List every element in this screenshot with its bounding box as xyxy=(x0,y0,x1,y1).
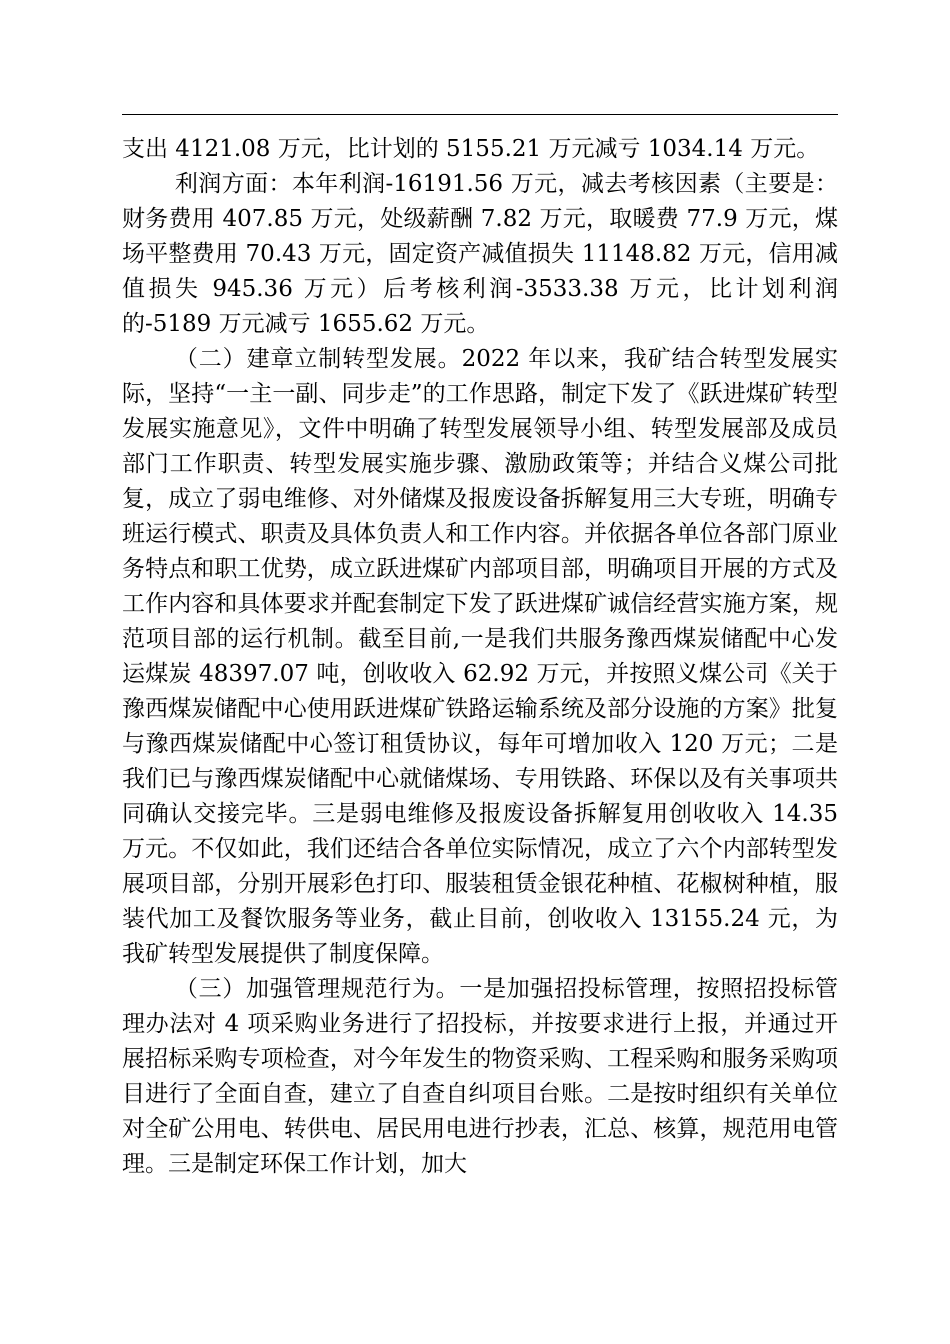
document-body xyxy=(122,132,838,1182)
paragraph-expense-continuation: 支出 4121.08 万元，比计划的 5155.21 万元减亏 1034.14 万元。 xyxy=(122,136,820,162)
header-rule xyxy=(122,114,838,115)
paragraph-profit: 利润方面：本年利润-16191.56 万元，减去考核因素（主要是：财务费用 407.85 万元，处级薪酬 7.82 万元，取暖费 77.9 万元，煤场平整费用 70.43 万元，固定资产减值损失 11148.82 万元，信用减值损失 945.36 万元）后考核利润-3533.38 万元，比计划利润的-5189 万元减亏 1655.62 万元。 xyxy=(122,171,838,337)
paragraph-section-two: （二）建章立制转型发展。2022 年以来，我矿结合转型发展实际，坚持“一主一副、同步走”的工作思路，制定下发了《跃进煤矿转型发展实施意见》，文件中明确了转型发展领导小组、转型发展部及成员部门工作职责、转型发展实施步骤、激励政策等；并结合义煤公司批复，成立了弱电维修、对外储煤及报废设备拆解复用三大专班，明确专班运行模式、职责及具体负责人和工作内容。并依据各单位各部门原业务特点和职工优势，成立跃进煤矿内部项目部，明确项目开展的方式及工作内容和具体要求并配套制定下发了跃进煤矿诚信经营实施方案，规范项目部的运行机制。截至目前,一是我们共服务豫西煤炭储配中心发运煤炭 48397.07 吨，创收收入 62.92 万元，并按照义煤公司《关于豫西煤炭储配中心使用跃进煤矿铁路运输系统及部分设施的方案》批复与豫西煤炭储配中心签订租赁协议，每年可增加收入 120 万元；二是我们已与豫西煤炭储配中心就储煤场、专用铁路、环保以及有关事项共同确认交接完毕。三是弱电维修及报废设备拆解复用创收收入 14.35 万元。不仅如此，我们还结合各单位实际情况，成立了六个内部转型发展项目部，分别开展彩色打印、服装租赁金银花种植、花椒树种植，服装代加工及餐饮服务等业务，截止目前，创收收入 13155.24 元，为我矿转型发展提供了制度保障。 xyxy=(122,346,838,967)
paragraph-section-three: （三）加强管理规范行为。一是加强招投标管理，按照招投标管理办法对 4 项采购业务进行了招投标，并按要求进行上报，并通过开展招标采购专项检查，对今年发生的物资采购、工程采购和服务采购项目进行了全面自查，建立了自查自纠项目台账。二是按时组织有关单位对全矿公用电、转供电、居民用电进行抄表，汇总、核算，规范用电管理。三是制定环保工作计划，加大 xyxy=(122,976,838,1177)
